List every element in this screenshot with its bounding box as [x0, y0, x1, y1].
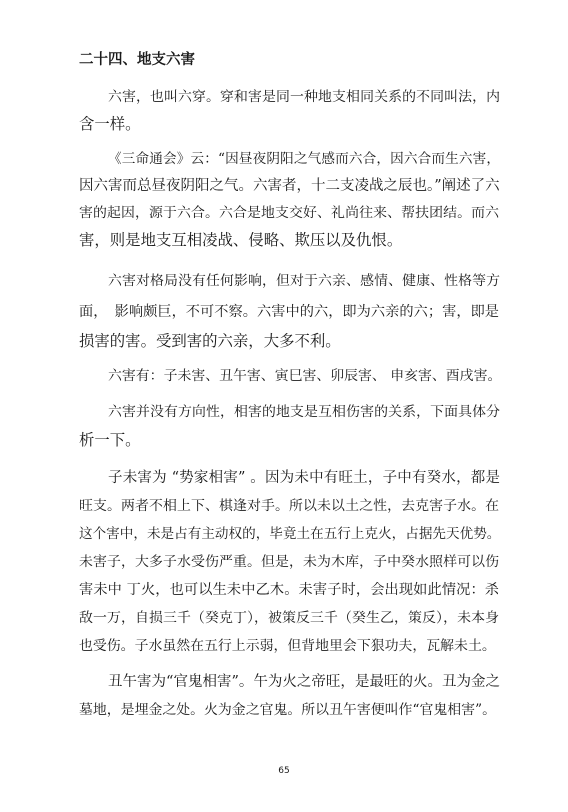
paragraph-line: 《三命通会》云：“因昼夜阴阳之气感而六合，因六合而生六害， [108, 151, 500, 167]
paragraph-line: 旺支。两者不相上下、棋逢对手。所以未以土之性，去克害子水。在 [79, 498, 499, 514]
paragraph-line: 墓地，是埋金之处。火为金之官鬼。所以丑午害便叫作“官鬼相害”。 [79, 702, 497, 718]
paragraph-line: 因六害而总昼夜阴阳之气。六害者，十二支凌战之辰也。”阐述了六 [79, 178, 500, 194]
paragraph-line: 六害并没有方向性，相害的地支是互相伤害的关系，下面具体分 [108, 404, 500, 420]
paragraph-line: 丑午害为“官鬼相害”。午为火之帝旺，是最旺的火。丑为金之 [108, 674, 500, 690]
paragraph-line: 敌一万，自损三千（癸克丁），被策反三千（癸生乙，策反），未本身 [79, 610, 499, 626]
paragraph-line: 害，则是地支互相凌战、侵略、欺压以及仇恨。 [79, 231, 403, 249]
paragraph-line: 六害有：子未害、丑午害、寅巳害、卯辰害、 申亥害、酉戌害。 [108, 368, 502, 384]
paragraph-line: 六害，也叫六穿。穿和害是同一种地支相同关系的不同叫法，内 [108, 89, 500, 105]
paragraph-line: 析一下。 [79, 431, 141, 449]
paragraph-line: 六害对格局没有任何影响，但对于六亲、感情、健康、性格等方 [108, 273, 500, 289]
paragraph-line: 害的起因，源于六合。六合是地支交好、礼尚往来、帮扶团结。而六 [79, 205, 499, 221]
paragraph-line: 损害的害。受到害的六亲，大多不利。 [79, 332, 341, 350]
page-number: 65 [278, 766, 290, 776]
paragraph-line: 害未中 丁火，也可以生未中乙木。未害子时，会出现如此情况：杀 [79, 582, 499, 598]
paragraph-line: 面， 影响颇巨，不可不察。六害中的六，即为六亲的六；害，即是 [79, 304, 499, 320]
paragraph-line: 也受伤。子水虽然在五行上示弱，但背地里会下狠功夫，瓦解未土。 [79, 638, 496, 654]
paragraph-line: 未害子，大多子水受伤严重。但是，未为木库，子中癸水照样可以伤 [79, 554, 499, 570]
paragraph-line: 这个害中，未是占有主动权的，毕竟土在五行上克火，占据先天优势。 [79, 526, 501, 542]
paragraph-line: 子未害为 “势家相害” 。因为未中有旺土，子中有癸水，都是 [108, 470, 500, 486]
paragraph-line: 含一样。 [79, 115, 141, 133]
section-heading: 二十四、地支六害 [79, 52, 195, 68]
